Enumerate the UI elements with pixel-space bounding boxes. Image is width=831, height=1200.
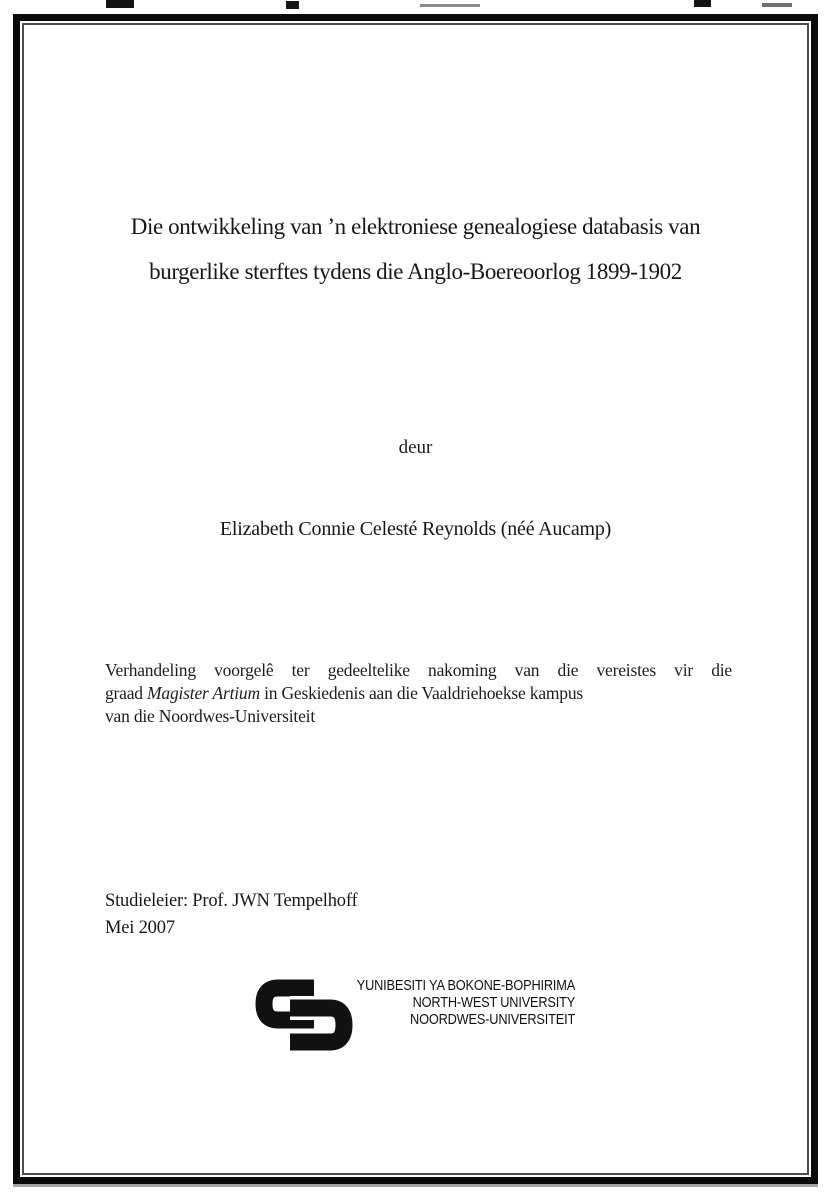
submission-word: ter xyxy=(291,660,310,680)
thesis-title-line1: Die ontwikkeling van ’n elektroniese genealogiese databasis van xyxy=(130,214,701,239)
submission-line2-post: in Geskiedenis aan die Vaaldriehoekse kampus xyxy=(259,683,584,703)
submission-statement xyxy=(105,659,732,728)
thesis-title xyxy=(0,204,831,294)
submission-word: vir xyxy=(674,660,693,680)
logo-line-setswana: YUNIBESITI YA BOKONE-BOPHIRIMA xyxy=(356,978,575,994)
logo-line-english: NORTH-WEST UNIVERSITY xyxy=(412,995,575,1011)
scan-artifact xyxy=(762,3,792,7)
submission-word: van xyxy=(514,660,540,680)
page-border-outer xyxy=(13,14,818,1184)
submission-line1 xyxy=(105,659,732,682)
page-border-inner xyxy=(22,23,809,1175)
degree-name: Magister Artium xyxy=(147,683,260,703)
author-name: Elizabeth Connie Celesté Reynolds (néé Aucamp) xyxy=(219,518,612,540)
supervisor-block xyxy=(105,888,357,942)
submission-word: vereistes xyxy=(596,660,656,680)
submission-word: Verhandeling xyxy=(105,660,196,680)
scan-artifact xyxy=(286,1,299,9)
scan-artifact xyxy=(420,4,480,7)
submission-word: die xyxy=(557,660,579,680)
date-line: Mei 2007 xyxy=(105,918,175,938)
submission-word: gedeeltelike xyxy=(327,660,410,680)
submission-word: die xyxy=(711,660,732,680)
logo-line-afrikaans: NOORDWES-UNIVERSITEIT xyxy=(409,1012,575,1028)
submission-word: voorgelê xyxy=(214,660,274,680)
submission-line2 xyxy=(105,682,732,705)
thesis-title-line2: burgerlike sterftes tydens die Anglo-Boereoorlog 1899-1902 xyxy=(149,259,682,284)
byline: deur xyxy=(398,437,433,458)
scan-artifact xyxy=(106,0,134,8)
scan-artifact xyxy=(694,0,711,7)
submission-line3: van die Noordwes-Universiteit xyxy=(105,706,315,726)
supervisor-line: Studieleier: Prof. JWN Tempelhoff xyxy=(105,891,358,911)
submission-line2-pre: graad xyxy=(105,683,148,703)
submission-word: nakoming xyxy=(428,660,497,680)
